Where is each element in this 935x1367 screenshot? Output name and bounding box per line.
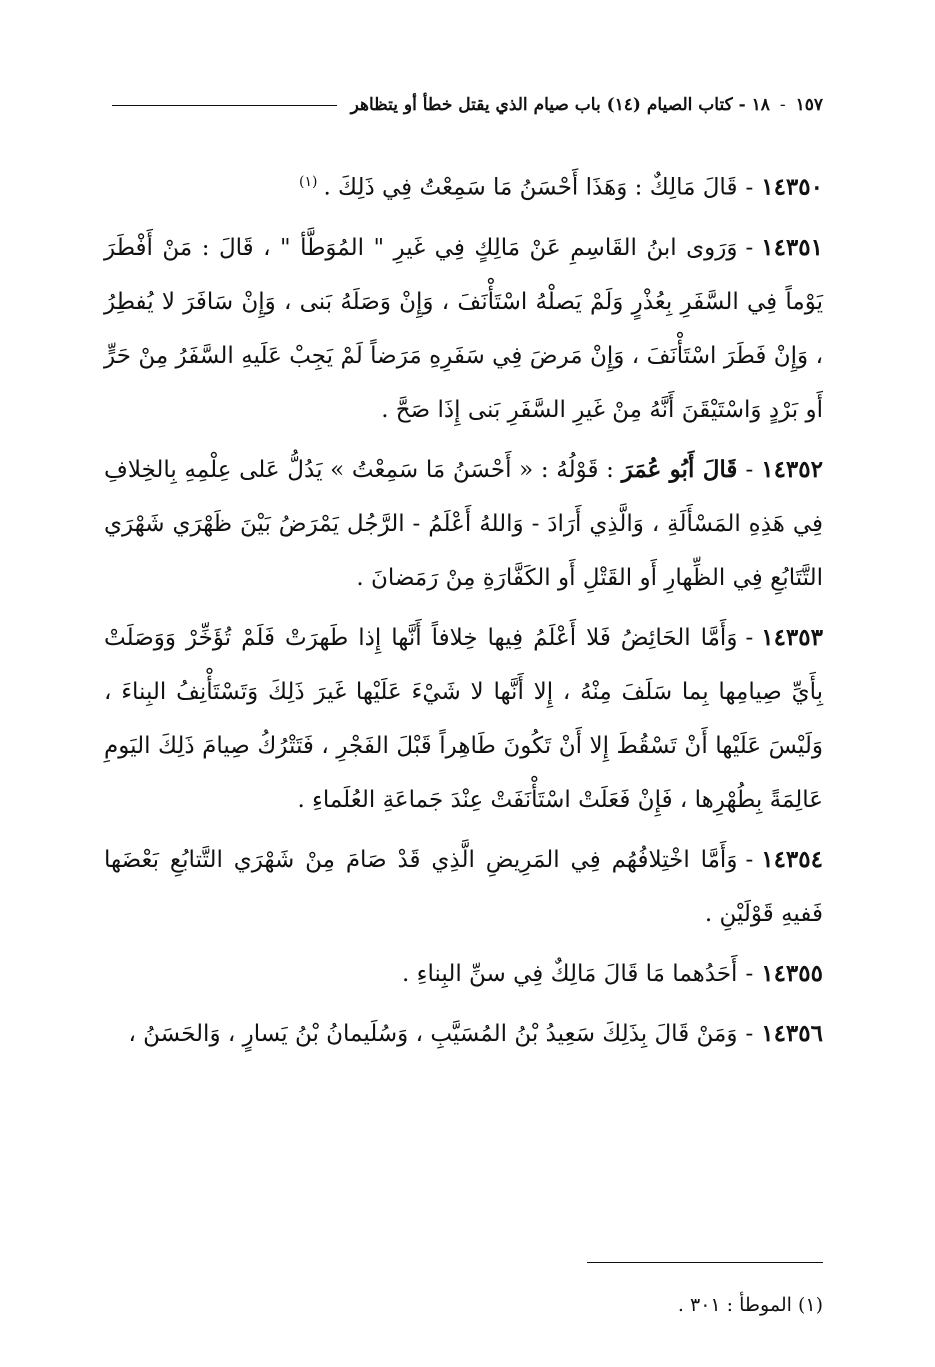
- paragraph-dash: -: [745, 174, 754, 201]
- paragraph-number: ١٤٣٥١: [761, 233, 823, 261]
- paragraph-text: وَرَوى ابنُ القَاسِمِ عَنْ مَالِكٍ فِي غَيرِ " المُوَطَّأ " ، قَالَ : مَنْ أَفْطَرَ يَوْماً فِي السَّفَرِ بِعُذْرٍ وَلَمْ يَصلْهُ اسْتَأْنَفَ ، وَإِنْ وَصَلَهُ بَنى ، وَإِنْ سَافَرَ لا يُفطِرُ ، وَإِنْ فَطَرَ اسْتَأْنَفَ ، وَإِنْ مَرضَ فِي سَفَرِهِ مَرَضاً لَمْ يَجِبْ عَلَيهِ السَّفَرُ مِنْ حَرٍّ أَو بَرْدٍ وَاسْتَيْقَنَ أَنَّهُ مِنْ غَيرِ السَّفَرِ بَنى إِذَا صَحَّ .: [104, 234, 823, 423]
- paragraph-14355: [104, 947, 823, 1001]
- paragraph-text: وَأَمَّا الحَائِضُ فَلا أَعْلَمُ فِيها خِلافاً أَنَّها إِذا طَهرَتْ فَلَمْ تُؤَخِّرْ وَوَصَلَتْ بِأَيِّ صِيامِها بِما سَلَفَ مِنْهُ ، إِلا أَنَّها لا شَيْءَ عَلَيْها غَيرَ ذَلِكَ وَتَسْتَأْنِفُ البِناءَ ، وَلَيْسَ عَلَيْها أَنْ تَسْقُطَ إِلا أَنْ تَكُونَ طَاهِراً قَبْلَ الفَجْرِ ، فَتَتْرُكُ صِيامَ ذَلِكَ اليَومِ عَالِمَةً بِطُهْرِها ، فَإِنْ فَعَلَتْ اسْتَأْنَفَتْ عِنْدَ جَماعَةِ العُلَماءِ .: [104, 624, 823, 813]
- paragraph-dash: -: [745, 846, 754, 873]
- speaker-name: قَالَ أَبُو عُمَرَ: [621, 455, 738, 483]
- paragraph-number: ١٤٣٥٣: [761, 623, 823, 651]
- page-number: ١٥٧: [795, 95, 823, 115]
- paragraph-dash: -: [745, 1020, 754, 1047]
- paragraph-14354: [104, 833, 823, 941]
- paragraph-number: ١٤٣٥٦: [761, 1019, 823, 1047]
- paragraph-dash: -: [745, 624, 754, 651]
- paragraph-text: وَأَمَّا اخْتِلافُهُم فِي المَرِيضِ الَّذِي قَدْ صَامَ مِنْ شَهْرَي التَّتابُعِ بَعْضَها فَفيهِ قَوْلَيْنِ .: [104, 846, 823, 927]
- paragraph-number: ١٤٣٥٥: [761, 959, 823, 987]
- paragraph-dash: -: [745, 456, 754, 483]
- paragraph-14353: [104, 611, 823, 827]
- paragraph-text: أَحَدُهما مَا قَالَ مَالِكٌ فِي سنِّ البِناءِ .: [402, 960, 738, 987]
- paragraph-text: وَمَنْ قَالَ بِذَلِكَ سَعِيدُ بْنُ المُسَيَّبِ ، وَسُلَيمانُ بْنُ يَسارٍ ، وَالحَسَنُ ،: [128, 1020, 738, 1047]
- chapter-title: ١٨ - كتاب الصيام (١٤) باب صيام الذي يقتل خطأ أو يتظاهر: [350, 95, 770, 115]
- paragraph-dash: -: [745, 234, 754, 261]
- paragraph-number: ١٤٣٥٤: [761, 845, 823, 873]
- paragraph-text: : قَوْلُهُ : « أَحْسَنُ مَا سَمِعْتُ » يَدُلُّ عَلى عِلْمِهِ بِالخِلافِ فِي هَذِهِ المَسْأَلَةِ ، وَالَّذِي أَرَادَ - وَاللهُ أَعْلَمُ - الرَّجُل يَمْرَضُ بَيْنَ ظَهْرَي شَهْرَي التَّتَابُعِ فِي الظِّهارِ أَو القَتْلِ أَو الكَفَّارَةِ مِنْ رَمَضانَ .: [104, 456, 823, 591]
- header-separator: -: [779, 95, 786, 115]
- paragraph-number: ١٤٣٥٠: [761, 173, 823, 201]
- paragraph-14351: [104, 221, 823, 437]
- footnote: (١) الموطأ : ٣٠١ .: [677, 1294, 823, 1316]
- header-rule: [112, 105, 337, 106]
- body-text: [104, 155, 823, 1067]
- paragraph-dash: -: [745, 960, 754, 987]
- paragraph-14356: [104, 1007, 823, 1061]
- footnote-reference: (١): [298, 174, 318, 190]
- paragraph-14352: [104, 443, 823, 605]
- paragraph-text: قَالَ مَالِكٌ : وَهَذَا أَحْسَنُ مَا سَمِعْتُ فِي ذَلِكَ .: [323, 174, 738, 201]
- paragraph-14350: [104, 155, 823, 215]
- paragraph-number: ١٤٣٥٢: [761, 455, 823, 483]
- running-header: [112, 92, 823, 118]
- footnote-rule: [587, 1262, 823, 1263]
